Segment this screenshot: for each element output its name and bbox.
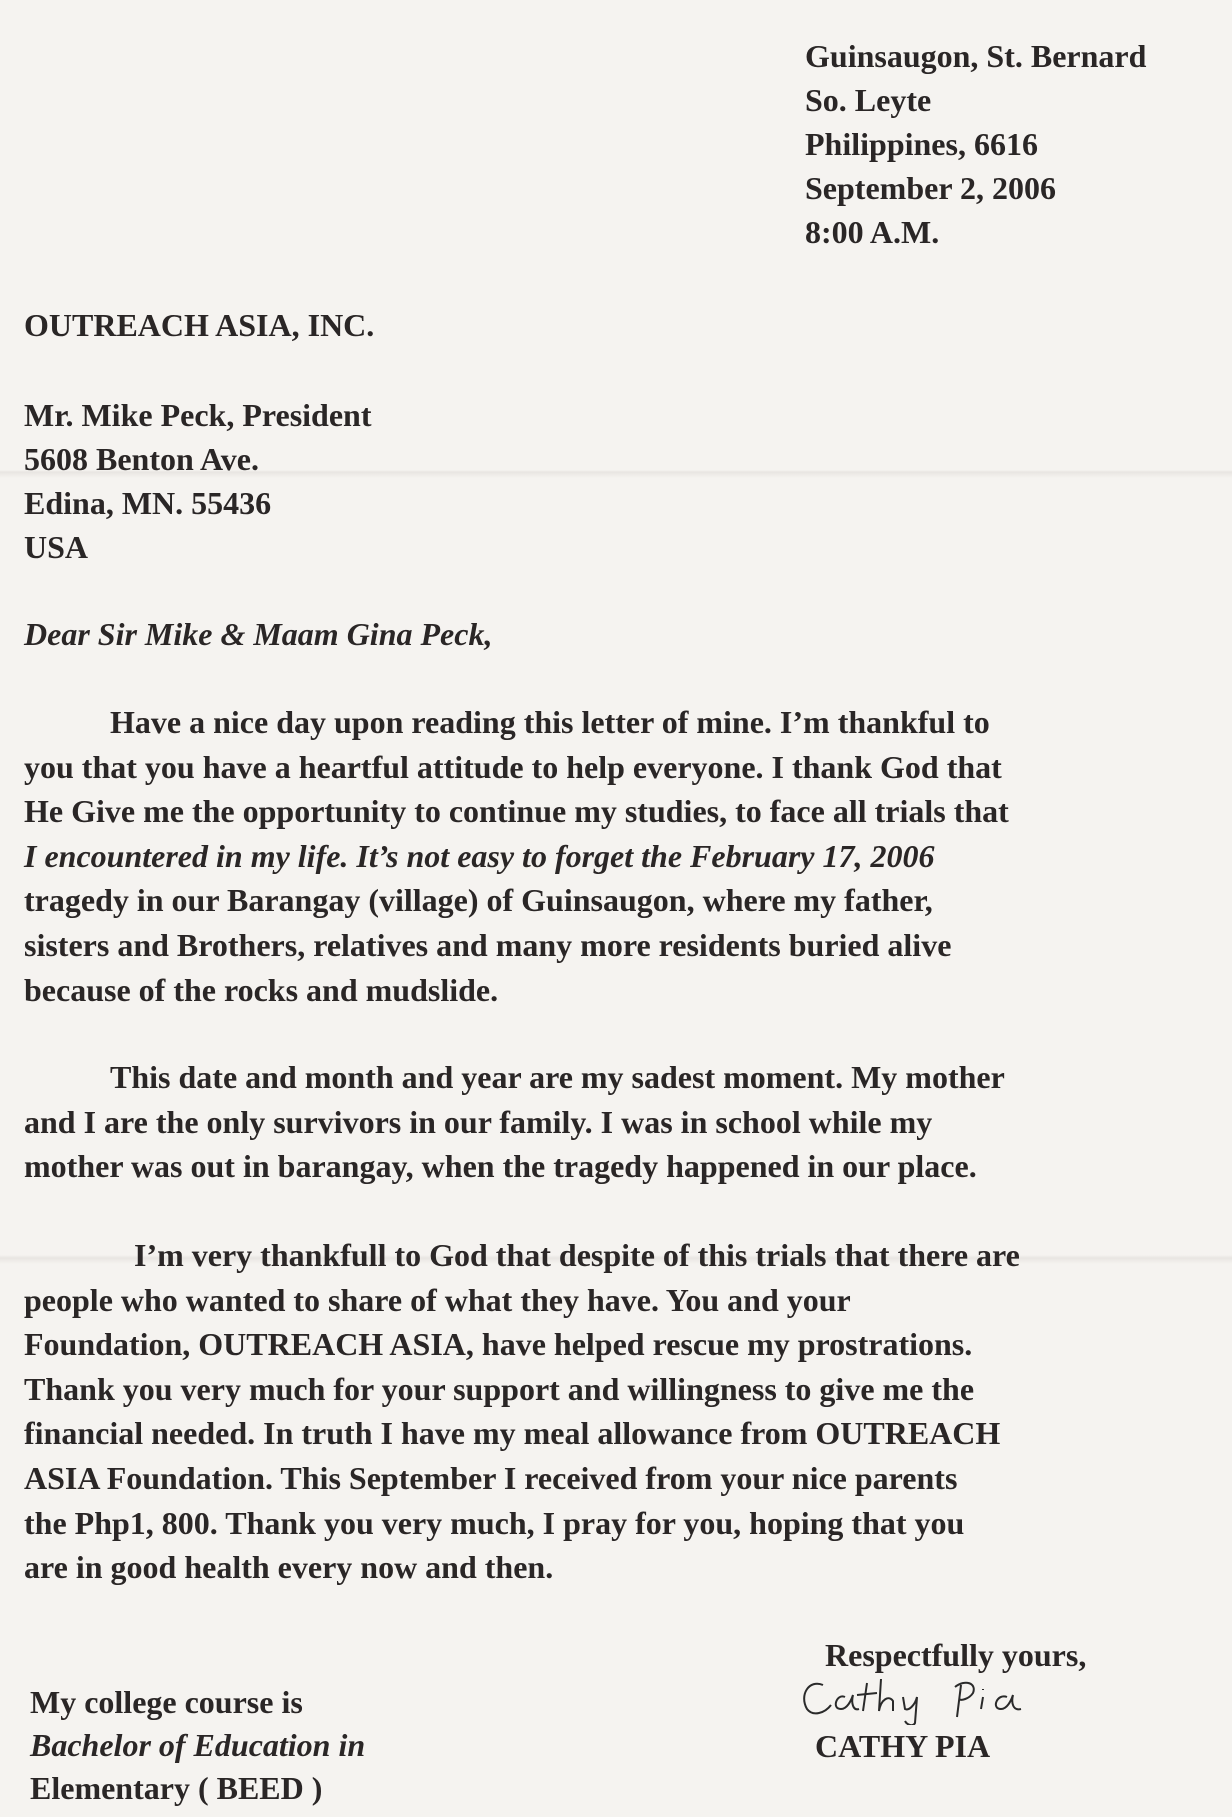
signature-name: CATHY PIA [815, 1728, 991, 1764]
sender-address-line: So. Leyte [805, 82, 932, 118]
course-line: My college course is [30, 1684, 303, 1720]
paragraph-3 [24, 1233, 1224, 1590]
paragraph-line: I’m very thankfull to God that despite of this trials that there are [134, 1237, 1020, 1273]
sender-address [805, 34, 1146, 254]
college-course [30, 1680, 365, 1809]
course-line: Elementary ( BEED ) [30, 1770, 323, 1806]
recipient-street: 5608 Benton Ave. [24, 441, 259, 477]
paragraph-line: Have a nice day upon reading this letter of mine. I’m thankful to [110, 704, 990, 740]
paragraph-line: tragedy in our Barangay (village) of Guinsaugon, where my father, [24, 882, 933, 919]
paragraph-line: and I are the only survivors in our family. I was in school while my [24, 1103, 933, 1140]
paragraph-line: Foundation, OUTREACH ASIA, have helped rescue my prostrations. [24, 1326, 973, 1363]
recipient-city: Edina, MN. 55436 [24, 485, 272, 521]
recipient-country: USA [24, 529, 89, 565]
paragraph-2 [24, 1055, 1224, 1189]
paragraph-line: I encountered in my life. It’s not easy to forget the February 17, 2006 [24, 837, 935, 874]
paragraph-line: financial needed. In truth I have my meal allowance from OUTREACH [24, 1415, 1001, 1452]
paragraph-1 [24, 700, 1224, 1012]
organization-name: OUTREACH ASIA, INC. [24, 307, 375, 343]
course-line: Bachelor of Education in [30, 1727, 366, 1763]
handwritten-signature [795, 1665, 1055, 1725]
sender-address-line: Guinsaugon, St. Bernard [805, 38, 1147, 74]
paragraph-line: mother was out in barangay, when the tragedy happened in our place. [24, 1148, 977, 1185]
paragraph-line: the Php1, 800. Thank you very much, I pray for you, hoping that you [24, 1504, 965, 1541]
letter-time: 8:00 A.M. [805, 214, 940, 250]
paragraph-line: Thank you very much for your support and willingness to give me the [24, 1370, 975, 1407]
sender-address-line: Philippines, 6616 [805, 126, 1038, 162]
closing: Respectfully yours, [825, 1637, 1087, 1673]
paragraph-line: He Give me the opportunity to continue my studies, to face all trials that [24, 793, 1009, 830]
salutation: Dear Sir Mike & Maam Gina Peck, [24, 616, 493, 652]
letter-date: September 2, 2006 [805, 170, 1056, 206]
paragraph-line: you that you have a heartful attitude to help everyone. I thank God that [24, 748, 1002, 785]
paragraph-line: ASIA Foundation. This September I received from your nice parents [24, 1459, 958, 1496]
paragraph-line: This date and month and year are my sadest moment. My mother [110, 1059, 1005, 1095]
paragraph-line: sisters and Brothers, relatives and many more residents buried alive [24, 926, 952, 963]
paragraph-line: are in good health every now and then. [24, 1549, 554, 1586]
paragraph-line: people who wanted to share of what they have. You and your [24, 1281, 851, 1318]
recipient-address [24, 393, 371, 569]
paragraph-line: because of the rocks and mudslide. [24, 971, 499, 1008]
recipient-name: Mr. Mike Peck, President [24, 397, 372, 433]
